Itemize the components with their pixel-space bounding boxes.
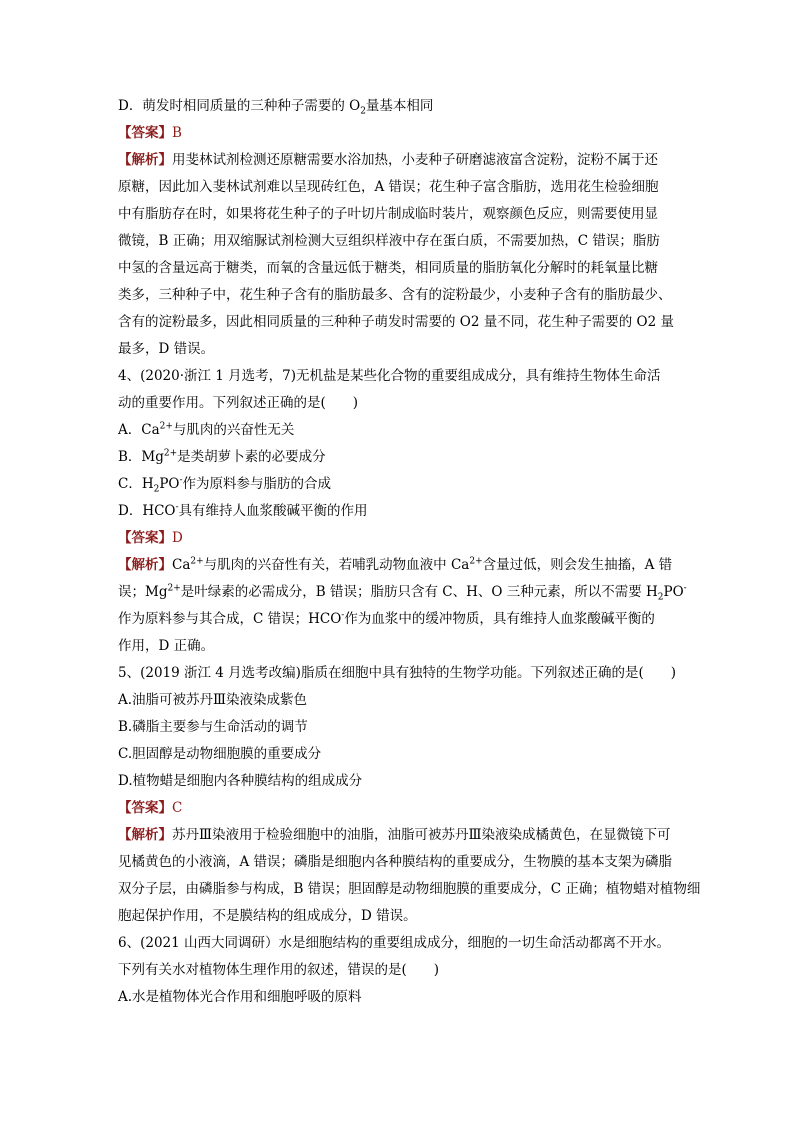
- prev-option-d: D．萌发时相同质量的三种种子需要的 $O_2$量基本相同: [118, 98, 434, 117]
- q4-stem: 4、(2020·浙江 1 月选考，7)无机盐是某些化合物的重要组成成分，具有维持生物体生命活: [118, 368, 661, 384]
- question-content: [118, 93, 701, 1011]
- q5-option-d: D.植物蜡是细胞内各种膜结构的组成成分: [118, 773, 363, 789]
- prev-analysis-line: 含有的淀粉最多，因此相同质量的三种种子萌发时需要的 O2 量不同，花生种子需要的 O2 量: [118, 314, 674, 330]
- q4-analysis-line: 作为原料参与其合成，C 错误；HCO-作为血浆中的缓冲物质，具有维持人血浆酸碱平衡的: [118, 610, 655, 627]
- q4-option-c: C．$H_2PO^-$作为原料参与脂肪的合成: [118, 475, 332, 495]
- q6-option-a: A.水是植物体光合作用和细胞呼吸的原料: [118, 989, 362, 1005]
- q4-option-d: D．HCO-具有维持人血浆酸碱平衡的作用: [118, 502, 368, 519]
- prev-analysis-line: 中氢的含量远高于糖类，而氧的含量远低于糖类，相同质量的脂肪氧化分解时的耗氧量比糖: [118, 260, 658, 276]
- q5-analysis-line: 胞起保护作用，不是膜结构的组成成分，D 错误。: [118, 908, 417, 924]
- q5-option-b: B.磷脂主要参与生命活动的调节: [118, 719, 308, 735]
- prev-analysis-line: 【解析】用斐林试剂检测还原糖需要水浴加热，小麦种子研磨滤液富含淀粉，淀粉不属于还: [118, 152, 658, 168]
- q4-analysis-line: 误；$Mg^{2+}$是叶绿素的必需成分，B 错误；脂肪只含有 C、H、O 三种元素，所以不需要 $H_2PO^-$: [118, 583, 687, 603]
- q4-analysis-line: 【解析】$Ca^{2+}$与肌肉的兴奋性有关，若哺乳动物血液中 $Ca^{2+}$含量过低，则会发生抽搐，A 错: [118, 556, 673, 573]
- q4-stem: 动的重要作用。下列叙述正确的是( ): [118, 395, 359, 411]
- q5-stem: 5、(2019 浙江 4 月选考改编)脂质在细胞中具有独特的生物学功能。下列叙述正确的是( ): [118, 665, 676, 681]
- q4-option-a: A．$Ca^{2+}$与肌肉的兴奋性无关: [118, 421, 295, 438]
- q5-analysis-line: 【解析】苏丹Ⅲ染液用于检验细胞中的油脂，油脂可被苏丹Ⅲ染液染成橘黄色，在显微镜下可: [118, 827, 671, 843]
- prev-analysis-line: 微镜，B 正确；用双缩脲试剂检测大豆组织样液中存在蛋白质，不需要加热，C 错误；脂肪: [118, 233, 660, 249]
- q4-analysis-line: 作用，D 正确。: [118, 638, 215, 654]
- q5-analysis-line: 双分子层，由磷脂参与构成，B 错误；胆固醇是动物细胞膜的重要成分，C 正确；植物蜡对植物细: [118, 881, 701, 897]
- prev-answer: 【答案】B: [118, 125, 182, 141]
- q6-stem: 6、(2021 山西大同调研）水是细胞结构的重要组成成分，细胞的一切生命活动都离不开水。: [118, 935, 671, 951]
- prev-analysis-line: 类多，三种种子中，花生种子含有的脂肪最多、含有的淀粉最少，小麦种子含有的脂肪最少、: [118, 287, 672, 303]
- q5-analysis-line: 见橘黄色的小液滴，A 错误；磷脂是细胞内各种膜结构的重要成分，生物膜的基本支架为磷脂: [118, 854, 673, 870]
- q5-option-c: C.胆固醇是动物细胞膜的重要成分: [118, 746, 322, 762]
- q6-stem: 下列有关水对植物体生理作用的叙述，错误的是( ): [118, 962, 440, 978]
- q5-option-a: A.油脂可被苏丹Ⅲ染液染成紫色: [118, 692, 308, 708]
- prev-analysis-line: 最多，D 错误。: [118, 341, 215, 357]
- q5-answer: 【答案】C: [118, 800, 183, 816]
- prev-analysis-line: 原糖，因此加入斐林试剂难以呈现砖红色，A 错误；花生种子富含脂肪，选用花生检验细胞: [118, 179, 659, 195]
- q4-option-b: B．$Mg^{2+}$是类胡萝卜素的必要成分: [118, 448, 326, 465]
- prev-analysis-line: 中有脂肪存在时，如果将花生种子的子叶切片制成临时装片，观察颜色反应，则需要使用显: [118, 206, 658, 222]
- q4-answer: 【答案】D: [118, 530, 183, 546]
